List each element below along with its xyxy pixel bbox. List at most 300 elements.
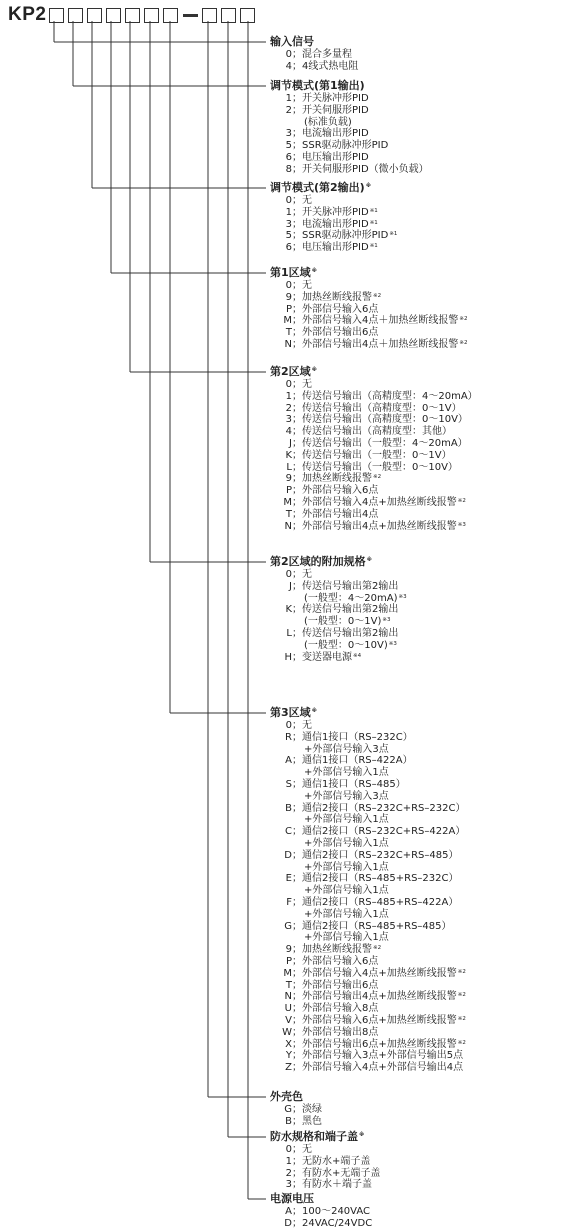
option-row — [270, 944, 466, 956]
section-footnote-mark: ※ — [311, 268, 318, 274]
option-continuation — [270, 862, 466, 874]
option-text: 混合多量程 — [302, 49, 352, 60]
option-text: 外部信号输入3点+外部信号输出5点 — [302, 1050, 464, 1062]
option-row — [270, 1039, 466, 1051]
option-code: 4 — [285, 426, 292, 438]
option-text: 传送信号输出（高精度型：其他） — [302, 426, 452, 438]
option-separator: ； — [292, 449, 302, 461]
option-separator: ； — [292, 508, 302, 520]
option-separator: ； — [292, 1144, 302, 1155]
option-text: SSR驱动脉冲形PID — [302, 230, 389, 242]
section-6 — [270, 706, 466, 1074]
option-separator: ； — [292, 128, 302, 140]
option-footnote-mark: ※1 — [369, 243, 378, 250]
option-text: 外部信号输出6点 — [302, 327, 379, 339]
option-code: 5 — [285, 140, 292, 152]
option-code: T — [285, 979, 292, 991]
option-row — [270, 195, 397, 207]
option-separator: ； — [292, 778, 302, 790]
option-code: Y — [285, 1050, 292, 1062]
option-separator: ； — [292, 651, 302, 663]
option-text: 传送信号输出（一般型：0～10V） — [302, 461, 458, 473]
option-footnote-mark: ※2 — [373, 945, 382, 952]
option-row — [270, 1050, 466, 1062]
option-text: 无 — [302, 1144, 312, 1155]
option-footnote-mark: ※2 — [459, 339, 468, 346]
section-title — [270, 266, 467, 280]
option-text: +外部信号输入1点 — [304, 767, 389, 779]
option-separator: ； — [292, 242, 302, 254]
option-code: J — [289, 580, 292, 592]
option-row — [270, 826, 466, 838]
option-row — [270, 485, 478, 497]
option-code: J — [289, 437, 292, 449]
option-row — [270, 327, 467, 339]
option-code: W — [282, 1026, 292, 1038]
option-separator: ； — [292, 195, 302, 206]
option-separator: ； — [292, 461, 302, 473]
option-text: 100～240VAC — [302, 1206, 371, 1217]
option-footnote-mark: ※2 — [373, 292, 382, 299]
option-row — [270, 128, 429, 140]
option-text: 通信2接口（RS–485+RS–232C） — [302, 873, 459, 885]
option-row — [270, 569, 407, 581]
option-code: H — [284, 651, 292, 663]
option-text: SSR驱动脉冲形PID — [302, 140, 389, 152]
option-continuation — [270, 616, 407, 628]
option-separator: ； — [292, 390, 302, 402]
option-row — [270, 242, 397, 254]
option-separator: ； — [292, 218, 302, 230]
option-code: 6 — [285, 242, 292, 254]
option-code: M — [283, 315, 292, 327]
option-text: 传送信号输出第2输出 — [302, 604, 399, 616]
section-title-text: 电源电压 — [270, 1192, 314, 1205]
option-text: 外部信号输出4点+加热丝断线报警 — [302, 991, 457, 1003]
option-row — [270, 1168, 380, 1180]
option-text: 加热丝断线报警 — [302, 291, 372, 303]
option-row — [270, 379, 478, 391]
option-code: 3 — [285, 414, 292, 426]
option-footnote-mark: ※2 — [457, 1015, 466, 1022]
option-text: 外部信号输入4点+加热丝断线报警 — [302, 967, 457, 979]
option-row — [270, 1003, 466, 1015]
section-5 — [270, 555, 407, 663]
option-text: 有防水＋端子盖 — [302, 1179, 372, 1191]
option-continuation — [270, 593, 407, 605]
option-footnote-mark: ※1 — [369, 219, 378, 226]
section-title-text: 第2区域 — [270, 365, 311, 378]
option-text: (一般型：4～20mA) — [304, 592, 398, 604]
option-text: 传送信号输出（高精度型：4～20mA） — [302, 390, 478, 402]
option-text: +外部信号输入3点 — [304, 790, 389, 802]
option-footnote-mark: ※2 — [373, 474, 382, 481]
option-continuation — [270, 814, 466, 826]
option-row — [270, 1206, 372, 1218]
option-separator: ； — [292, 755, 302, 767]
option-separator: ； — [292, 580, 302, 592]
option-text: 通信2接口（RS–232C+RS–485） — [302, 849, 459, 861]
option-continuation — [270, 932, 466, 944]
option-separator: ； — [292, 1179, 302, 1191]
option-code: B — [285, 1115, 292, 1127]
option-code: Z — [285, 1062, 292, 1074]
option-footnote-mark: ※2 — [457, 497, 466, 504]
option-row — [270, 1015, 466, 1027]
section-title — [270, 1130, 380, 1144]
option-code: 9 — [285, 291, 292, 303]
section-footnote-mark: ※ — [365, 183, 372, 189]
option-footnote-mark: ※2 — [457, 1039, 466, 1046]
option-code: 0 — [285, 720, 292, 731]
option-text: 通信2接口（RS–232C+RS–232C） — [302, 802, 466, 814]
option-text: 无 — [302, 720, 312, 731]
option-code: N — [284, 520, 292, 532]
option-text: 外部信号输入8点 — [302, 1003, 379, 1015]
option-row — [270, 652, 407, 664]
option-separator: ； — [292, 967, 302, 979]
option-code: 3 — [285, 128, 292, 140]
option-text: 黑色 — [302, 1115, 322, 1127]
option-text: (标准负载) — [304, 116, 352, 128]
option-code: 1 — [285, 390, 292, 402]
option-row — [270, 921, 466, 933]
section-title — [270, 365, 478, 379]
option-code: T — [285, 327, 292, 339]
option-separator: ； — [292, 1014, 302, 1026]
option-separator: ； — [292, 280, 302, 291]
option-text: +外部信号输入1点 — [304, 908, 389, 920]
option-code: D — [284, 849, 292, 861]
option-code: 0 — [285, 49, 292, 60]
option-code: C — [285, 826, 292, 838]
option-code: 0 — [285, 1144, 292, 1155]
option-code: P — [285, 303, 292, 315]
option-text: 外部信号输入6点 — [302, 955, 379, 967]
option-code: X — [285, 1038, 292, 1050]
option-code: G — [284, 920, 292, 932]
option-footnote-mark: ※2 — [459, 316, 468, 323]
option-text: +外部信号输入1点 — [304, 814, 389, 826]
option-separator: ； — [292, 1167, 302, 1179]
option-row — [270, 897, 466, 909]
option-row — [270, 1062, 466, 1074]
option-code: S — [285, 778, 292, 790]
option-separator: ； — [292, 163, 302, 175]
option-code: 5 — [285, 230, 292, 242]
option-row — [270, 628, 407, 640]
option-row — [270, 581, 407, 593]
option-separator: ； — [292, 955, 302, 967]
option-row — [270, 61, 358, 73]
option-row — [270, 968, 466, 980]
option-footnote-mark: ※1 — [389, 231, 398, 238]
option-continuation — [270, 838, 466, 850]
option-code: 6 — [285, 151, 292, 163]
option-row — [270, 1144, 380, 1156]
option-separator: ； — [292, 230, 302, 242]
option-separator: ； — [292, 896, 302, 908]
option-text: 通信2接口（RS–485+RS–485） — [302, 920, 452, 932]
option-text: 无 — [302, 280, 312, 291]
option-code: N — [284, 991, 292, 1003]
option-row — [270, 1104, 322, 1116]
section-title — [270, 706, 466, 720]
option-row — [270, 980, 466, 992]
option-text: 外部信号输入4点＋加热丝断线报警 — [302, 315, 459, 327]
option-row — [270, 438, 478, 450]
option-text: 加热丝断线报警 — [302, 473, 372, 485]
option-text: 无 — [302, 379, 312, 390]
option-row — [270, 152, 429, 164]
section-2 — [270, 181, 397, 254]
option-separator: ； — [292, 93, 302, 104]
option-row — [270, 720, 466, 732]
option-row — [270, 391, 478, 403]
section-title-text: 调节模式(第1输出) — [270, 79, 365, 92]
option-code: V — [285, 1014, 292, 1026]
option-text: 传送信号输出（一般型：0～1V） — [302, 449, 452, 461]
option-row — [270, 140, 429, 152]
option-code: P — [285, 485, 292, 497]
option-separator: ； — [292, 627, 302, 639]
option-text: 外部信号输入6点 — [302, 303, 379, 315]
option-continuation — [270, 909, 466, 921]
option-row — [270, 219, 397, 231]
section-footnote-mark: ※ — [366, 557, 373, 563]
option-separator: ； — [292, 315, 302, 327]
option-text: (一般型：0～10V) — [304, 639, 388, 651]
option-code: 4 — [285, 60, 292, 72]
option-text: +外部信号输入1点 — [304, 932, 389, 944]
option-row — [270, 509, 478, 521]
option-row — [270, 1156, 380, 1168]
option-code: K — [285, 604, 292, 616]
option-row — [270, 1116, 322, 1128]
option-separator: ； — [292, 140, 302, 152]
option-code: 3 — [285, 1179, 292, 1191]
option-footnote-mark: ※2 — [457, 992, 466, 999]
option-row — [270, 280, 467, 292]
option-text: 外部信号输出8点 — [302, 1026, 379, 1038]
option-text: 无防水+端子盖 — [302, 1155, 371, 1167]
option-separator: ； — [292, 104, 302, 116]
section-0 — [270, 35, 358, 73]
option-separator: ； — [292, 473, 302, 485]
option-row — [270, 207, 397, 219]
option-text: 开关伺服形PID — [302, 104, 369, 116]
option-row — [270, 521, 478, 533]
option-row — [270, 403, 478, 415]
option-text: 24VAC/24VDC — [302, 1217, 373, 1229]
option-text: 通信1接口（RS–422A） — [302, 755, 413, 767]
section-footnote-mark: ※ — [311, 708, 318, 714]
option-separator: ； — [292, 991, 302, 1003]
option-row — [270, 991, 466, 1003]
option-text: 外部信号输出6点 — [302, 979, 379, 991]
option-text: 通信1接口（RS–232C） — [302, 731, 413, 743]
option-code: 0 — [285, 569, 292, 580]
section-8 — [270, 1130, 380, 1191]
option-code: 0 — [285, 280, 292, 291]
option-text: 传送信号输出第2输出 — [302, 580, 399, 592]
option-separator: ； — [292, 426, 302, 438]
option-row — [270, 304, 467, 316]
option-code: 1 — [285, 206, 292, 218]
option-row — [270, 1027, 466, 1039]
section-title-text: 输入信号 — [270, 35, 314, 48]
option-text: +外部信号输入1点 — [304, 837, 389, 849]
option-code: 1 — [285, 93, 292, 104]
option-separator: ； — [292, 379, 302, 390]
option-row — [270, 755, 466, 767]
option-code: 8 — [285, 163, 292, 175]
section-title — [270, 1192, 372, 1206]
option-row — [270, 450, 478, 462]
section-9 — [270, 1192, 372, 1230]
option-separator: ； — [292, 802, 302, 814]
option-text: 外部信号输出4点 — [302, 508, 379, 520]
section-title — [270, 181, 397, 195]
section-7 — [270, 1090, 322, 1128]
option-code: F — [286, 896, 292, 908]
option-text: 淡绿 — [302, 1104, 322, 1115]
option-separator: ； — [292, 1050, 302, 1062]
option-separator: ； — [292, 206, 302, 218]
option-footnote-mark: ※3 — [388, 640, 397, 647]
option-separator: ； — [292, 291, 302, 303]
option-text: 外部信号输出4点＋加热丝断线报警 — [302, 338, 459, 350]
option-code: 0 — [285, 379, 292, 390]
option-code: D — [284, 1217, 292, 1229]
option-text: 电压输出形PID — [302, 151, 369, 163]
option-row — [270, 105, 429, 117]
option-code: 9 — [285, 944, 292, 956]
option-text: 开关脉冲形PID — [302, 93, 369, 104]
option-row — [270, 604, 407, 616]
option-text: 通信2接口（RS–485+RS–422A） — [302, 896, 459, 908]
option-row — [270, 49, 358, 61]
option-row — [270, 497, 478, 509]
option-row — [270, 956, 466, 968]
option-code: 0 — [285, 195, 292, 206]
option-code: G — [284, 1104, 292, 1115]
option-separator: ； — [292, 873, 302, 885]
option-text: 外部信号输入6点 — [302, 485, 379, 497]
section-title-text: 第3区域 — [270, 706, 311, 719]
option-separator: ； — [292, 151, 302, 163]
option-separator: ； — [292, 979, 302, 991]
option-text: 有防水+无端子盖 — [302, 1167, 381, 1179]
option-row — [270, 414, 478, 426]
option-text: 外部信号输出6点+加热丝断线报警 — [302, 1038, 457, 1050]
option-text: 外部信号输入4点+外部信号输出4点 — [302, 1062, 464, 1074]
option-row — [270, 292, 467, 304]
option-text: 传送信号输出（高精度型：0～1V） — [302, 402, 462, 414]
section-title-text: 第1区域 — [270, 266, 311, 279]
option-separator: ； — [292, 496, 302, 508]
option-row — [270, 873, 466, 885]
option-code: 2 — [285, 402, 292, 414]
option-separator: ； — [292, 437, 302, 449]
option-separator: ； — [292, 1115, 302, 1127]
option-code: T — [285, 508, 292, 520]
option-footnote-mark: ※1 — [369, 207, 378, 214]
option-text: 开关伺服形PID（微小负载） — [302, 163, 429, 175]
option-row — [270, 93, 429, 105]
section-title-text: 防水规格和端子盖 — [270, 1130, 358, 1143]
option-continuation — [270, 791, 466, 803]
option-text: 通信1接口（RS–485） — [302, 778, 406, 790]
option-code: P — [285, 955, 292, 967]
option-continuation — [270, 885, 466, 897]
section-1 — [270, 79, 429, 176]
option-footnote-mark: ※3 — [382, 617, 391, 624]
option-text: 加热丝断线报警 — [302, 944, 372, 956]
option-row — [270, 732, 466, 744]
option-separator: ； — [292, 920, 302, 932]
option-text: (一般型：0～1V) — [304, 616, 382, 628]
option-row — [270, 1218, 372, 1230]
section-4 — [270, 365, 478, 532]
option-text: 电流输出形PID — [302, 218, 369, 230]
option-separator: ； — [292, 1038, 302, 1050]
section-title — [270, 1090, 322, 1104]
option-separator: ； — [292, 338, 302, 350]
option-text: +外部信号输入1点 — [304, 861, 389, 873]
option-separator: ； — [292, 1003, 302, 1015]
option-text: +外部信号输入1点 — [304, 885, 389, 897]
section-title-text: 调节模式(第2输出) — [270, 181, 365, 194]
option-code: M — [283, 496, 292, 508]
option-code: A — [285, 755, 292, 767]
option-separator: ； — [292, 1217, 302, 1229]
option-separator: ； — [292, 720, 302, 731]
option-text: 4线式热电阻 — [302, 60, 359, 72]
option-row — [270, 315, 467, 327]
option-continuation — [270, 640, 407, 652]
option-code: M — [283, 967, 292, 979]
option-text: 变送器电源 — [302, 651, 352, 663]
option-separator: ； — [292, 849, 302, 861]
option-code: L — [286, 461, 292, 473]
option-code: K — [285, 449, 292, 461]
option-code: 1 — [285, 1155, 292, 1167]
option-footnote-mark: ※4 — [353, 652, 362, 659]
option-separator: ； — [292, 327, 302, 339]
option-row — [270, 803, 466, 815]
option-continuation — [270, 117, 429, 129]
option-text: 电压输出形PID — [302, 242, 369, 254]
option-separator: ； — [292, 49, 302, 60]
option-separator: ； — [292, 826, 302, 838]
section-footnote-mark: ※ — [359, 1132, 365, 1138]
option-row — [270, 339, 467, 351]
option-text: 传送信号输出（一般型：4～20mA） — [302, 437, 468, 449]
option-footnote-mark: ※2 — [457, 968, 466, 975]
option-continuation — [270, 744, 466, 756]
option-code: A — [285, 1206, 292, 1217]
section-footnote-mark: ※ — [311, 367, 318, 373]
option-separator: ； — [292, 414, 302, 426]
option-separator: ； — [292, 1062, 302, 1074]
option-row — [270, 473, 478, 485]
option-row — [270, 462, 478, 474]
option-row — [270, 779, 466, 791]
option-text: 外部信号输出4点+加热丝断线报警 — [302, 520, 457, 532]
option-code: U — [284, 1003, 292, 1015]
option-text: 无 — [302, 195, 312, 206]
